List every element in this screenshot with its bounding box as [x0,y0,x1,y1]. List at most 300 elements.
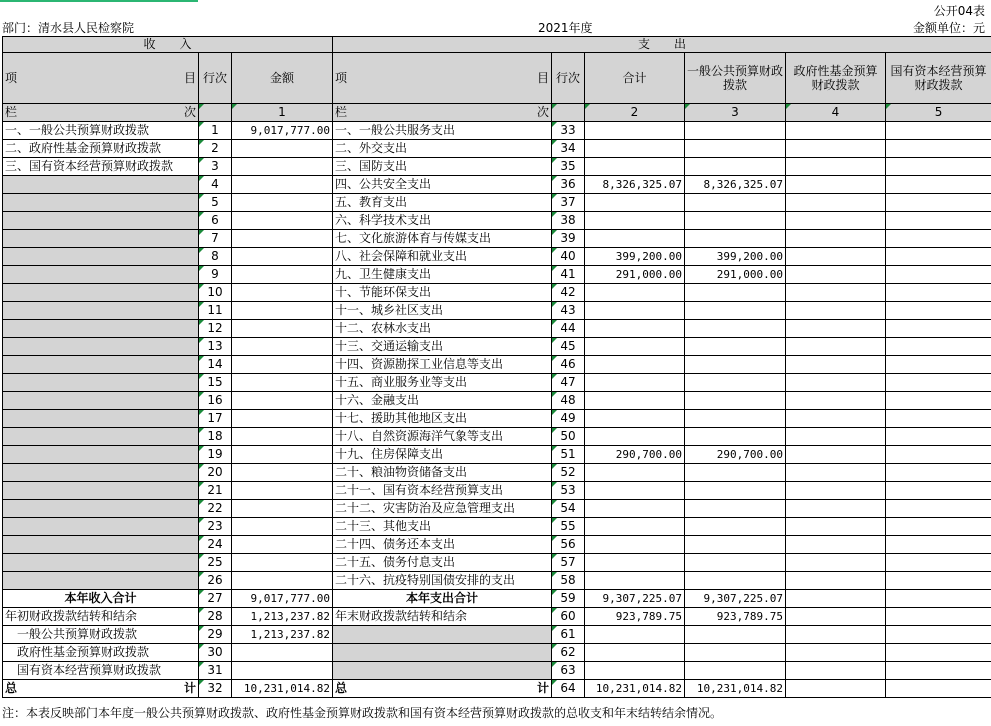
income-row-no[interactable]: 13 [199,338,232,356]
expense-item[interactable]: 一、一般公共服务支出 [333,122,552,140]
expense-item[interactable]: 十二、农林水支出 [333,320,552,338]
income-row-no[interactable]: 7 [199,230,232,248]
income-amount[interactable] [232,464,333,482]
expense-total[interactable] [585,122,685,140]
expense-item[interactable]: 十三、交通运输支出 [333,338,552,356]
expense-general[interactable] [685,410,786,428]
expense-fund[interactable] [786,374,886,392]
expense-state[interactable] [886,338,991,356]
expense-state[interactable] [886,518,991,536]
expense-general[interactable] [685,230,786,248]
income-item[interactable] [3,338,199,356]
expense-row-no[interactable]: 41 [552,266,585,284]
expense-general[interactable] [685,464,786,482]
expense-item[interactable]: 十四、资源勘探工业信息等支出 [333,356,552,374]
begin-state-label[interactable]: 国有资本经营预算财政拨款 [3,662,199,680]
department-label: 部门：清水县人民检察院 [2,21,135,35]
income-item[interactable]: 一、一般公共预算财政拨款 [3,122,199,140]
expense-item[interactable]: 八、社会保障和就业支出 [333,248,552,266]
income-amount[interactable]: 9,017,777.00 [232,122,333,140]
expense-fund[interactable] [786,122,886,140]
income-amount[interactable] [232,482,333,500]
expense-row-no[interactable]: 49 [552,410,585,428]
expense-row-no[interactable]: 40 [552,248,585,266]
begin-state-row-no[interactable]: 31 [199,662,232,680]
expense-general[interactable] [685,572,786,590]
expense-item[interactable]: 十八、自然资源海洋气象等支出 [333,428,552,446]
income-amount[interactable] [232,446,333,464]
expense-fund[interactable] [786,212,886,230]
income-row-no[interactable]: 9 [199,266,232,284]
expense-grand-row-no[interactable]: 64 [552,680,585,698]
expense-total[interactable]: 399,200.00 [585,248,685,266]
begin-state-amount[interactable] [232,662,333,680]
expense-total-general[interactable]: 9,307,225.07 [685,590,786,608]
expense-fund[interactable] [786,266,886,284]
expense-total[interactable]: 290,700.00 [585,446,685,464]
expense-state[interactable] [886,158,991,176]
income-amount[interactable] [232,554,333,572]
table-row [3,482,991,500]
expense-state[interactable] [886,536,991,554]
income-item[interactable] [3,212,199,230]
income-amount[interactable] [232,572,333,590]
expense-fund[interactable] [786,554,886,572]
begin-fund-amount[interactable] [232,644,333,662]
expense-fund[interactable] [786,536,886,554]
expense-general[interactable] [685,338,786,356]
col-index-3: 3 [685,104,786,122]
expense-total[interactable] [585,518,685,536]
expense-state[interactable] [886,284,991,302]
income-amount[interactable] [232,284,333,302]
begin-balance-row-no[interactable]: 28 [199,608,232,626]
expense-row-no[interactable]: 46 [552,356,585,374]
income-item[interactable] [3,464,199,482]
expense-row-no[interactable]: 47 [552,374,585,392]
blank-62-fund[interactable] [786,644,886,662]
income-item[interactable]: 二、政府性基金预算财政拨款 [3,140,199,158]
income-amount[interactable] [232,410,333,428]
income-item[interactable] [3,410,199,428]
expense-total[interactable] [585,374,685,392]
blank-item-62[interactable] [333,644,552,662]
expense-state[interactable] [886,482,991,500]
expense-state[interactable] [886,194,991,212]
expense-total[interactable] [585,464,685,482]
income-row-no[interactable]: 6 [199,212,232,230]
expense-general[interactable]: 399,200.00 [685,248,786,266]
income-item[interactable] [3,356,199,374]
expense-total[interactable] [585,140,685,158]
expense-general[interactable] [685,158,786,176]
income-row-no[interactable]: 26 [199,572,232,590]
expense-general[interactable] [685,518,786,536]
expense-total[interactable] [585,410,685,428]
blank-63-general[interactable] [685,662,786,680]
expense-total[interactable] [585,338,685,356]
expense-fund[interactable] [786,176,886,194]
expense-item[interactable]: 十、节能环保支出 [333,284,552,302]
expense-item[interactable]: 三、国防支出 [333,158,552,176]
expense-item[interactable]: 十九、住房保障支出 [333,446,552,464]
income-amount[interactable] [232,212,333,230]
expense-state[interactable] [886,446,991,464]
income-row-no[interactable]: 12 [199,320,232,338]
blank-62-total[interactable] [585,644,685,662]
begin-general-row-no[interactable]: 29 [199,626,232,644]
blank-62-state[interactable] [886,644,991,662]
expense-state[interactable] [886,230,991,248]
expense-row-no[interactable]: 45 [552,338,585,356]
expense-fund[interactable] [786,410,886,428]
income-row-no[interactable]: 16 [199,392,232,410]
income-amount[interactable] [232,230,333,248]
income-row-no[interactable]: 18 [199,428,232,446]
expense-general[interactable] [685,392,786,410]
income-item[interactable] [3,176,199,194]
expense-item[interactable]: 四、公共安全支出 [333,176,552,194]
income-row-no[interactable]: 19 [199,446,232,464]
row-no-61[interactable]: 61 [552,626,585,644]
expense-state[interactable] [886,176,991,194]
expense-row-no[interactable]: 52 [552,464,585,482]
blank-61-state[interactable] [886,626,991,644]
expense-fund[interactable] [786,356,886,374]
income-row-no[interactable]: 1 [199,122,232,140]
expense-fund[interactable] [786,482,886,500]
income-grand-amount[interactable]: 10,231,014.82 [232,680,333,698]
expense-fund[interactable] [786,194,886,212]
income-item[interactable]: 三、国有资本经营预算财政拨款 [3,158,199,176]
blank-item-63[interactable] [333,662,552,680]
income-amount[interactable] [232,320,333,338]
end-balance-general[interactable]: 923,789.75 [685,608,786,626]
income-row-no[interactable]: 21 [199,482,232,500]
blank-61-fund[interactable] [786,626,886,644]
expense-state[interactable] [886,122,991,140]
expense-general[interactable] [685,320,786,338]
expense-fund[interactable] [786,446,886,464]
expense-general[interactable] [685,194,786,212]
end-balance-fund[interactable] [786,608,886,626]
expense-total[interactable] [585,392,685,410]
expense-item[interactable]: 二、外交支出 [333,140,552,158]
begin-balance-label[interactable]: 年初财政拨款结转和结余 [3,608,199,626]
expense-total[interactable] [585,572,685,590]
income-item[interactable] [3,230,199,248]
income-row-no[interactable]: 4 [199,176,232,194]
blank-63-fund[interactable] [786,662,886,680]
income-total-label[interactable]: 本年收入合计 [3,590,199,608]
expense-fund[interactable] [786,392,886,410]
income-item[interactable] [3,248,199,266]
expense-general[interactable] [685,374,786,392]
row-no-62[interactable]: 62 [552,644,585,662]
income-amount[interactable] [232,176,333,194]
expense-item[interactable]: 二十四、债务还本支出 [333,536,552,554]
expense-total[interactable] [585,500,685,518]
expense-state[interactable] [886,464,991,482]
income-amount[interactable] [232,518,333,536]
expense-fund[interactable] [786,572,886,590]
expense-total-label[interactable]: 本年支出合计 [333,590,552,608]
income-amount[interactable] [232,158,333,176]
blank-61-general[interactable] [685,626,786,644]
expense-fund[interactable] [786,518,886,536]
income-item[interactable] [3,392,199,410]
expense-row-no[interactable]: 55 [552,518,585,536]
begin-general-amount[interactable]: 1,213,237.82 [232,626,333,644]
income-amount[interactable] [232,374,333,392]
income-row-no[interactable]: 24 [199,536,232,554]
income-item[interactable] [3,428,199,446]
expense-state[interactable] [886,500,991,518]
expense-row-no[interactable]: 58 [552,572,585,590]
expense-fund[interactable] [786,428,886,446]
form-code: 公开04表 [933,4,985,18]
expense-row-no[interactable]: 33 [552,122,585,140]
income-item[interactable] [3,446,199,464]
income-item[interactable] [3,320,199,338]
selection-indicator [0,0,198,2]
blank-61-total[interactable] [585,626,685,644]
income-amount[interactable] [232,500,333,518]
expense-total[interactable] [585,356,685,374]
expense-item[interactable]: 二十二、灾害防治及应急管理支出 [333,500,552,518]
expense-state[interactable] [886,428,991,446]
expense-state[interactable] [886,392,991,410]
income-row-no[interactable]: 2 [199,140,232,158]
end-balance-state[interactable] [886,608,991,626]
income-amount[interactable] [232,140,333,158]
income-item[interactable] [3,554,199,572]
expense-total[interactable] [585,230,685,248]
expense-row-no[interactable]: 42 [552,284,585,302]
blank-62-general[interactable] [685,644,786,662]
table-row [3,266,991,284]
begin-fund-label[interactable]: 政府性基金预算财政拨款 [3,644,199,662]
expense-state[interactable] [886,554,991,572]
expense-row-no[interactable]: 43 [552,302,585,320]
income-item[interactable] [3,284,199,302]
expense-fund[interactable] [786,500,886,518]
expense-grand-total[interactable]: 10,231,014.82 [585,680,685,698]
income-item[interactable] [3,374,199,392]
expense-item[interactable]: 二十三、其他支出 [333,518,552,536]
income-amount[interactable] [232,536,333,554]
expense-item[interactable]: 二十一、国有资本经营预算支出 [333,482,552,500]
income-amount[interactable] [232,266,333,284]
expense-row-no[interactable]: 36 [552,176,585,194]
expense-general[interactable] [685,356,786,374]
income-item[interactable] [3,194,199,212]
expense-general[interactable] [685,428,786,446]
expense-fund[interactable] [786,248,886,266]
expense-general[interactable] [685,482,786,500]
income-row-no[interactable]: 20 [199,464,232,482]
expense-general[interactable]: 291,000.00 [685,266,786,284]
expense-state[interactable] [886,374,991,392]
table-row [3,248,991,266]
income-row-no[interactable]: 22 [199,500,232,518]
expense-general[interactable] [685,500,786,518]
income-amount[interactable] [232,392,333,410]
income-row-no[interactable]: 3 [199,158,232,176]
row-no-63[interactable]: 63 [552,662,585,680]
income-row-no[interactable]: 5 [199,194,232,212]
expense-row-no[interactable]: 53 [552,482,585,500]
expense-total[interactable]: 291,000.00 [585,266,685,284]
income-total-amount[interactable]: 9,017,777.00 [232,590,333,608]
expense-total[interactable] [585,428,685,446]
expense-row-no[interactable]: 51 [552,446,585,464]
expense-total[interactable] [585,482,685,500]
expense-item[interactable]: 六、科学技术支出 [333,212,552,230]
expense-general[interactable]: 290,700.00 [685,446,786,464]
expense-item[interactable]: 十七、援助其他地区支出 [333,410,552,428]
expense-row-no[interactable]: 38 [552,212,585,230]
income-row-no[interactable]: 10 [199,284,232,302]
expense-total-state[interactable] [886,590,991,608]
expense-state[interactable] [886,248,991,266]
expense-total[interactable] [585,194,685,212]
expense-item[interactable]: 十五、商业服务业等支出 [333,374,552,392]
exp-row-no-header: 行次 [552,53,585,104]
expense-grand-state[interactable] [886,680,991,698]
expense-item[interactable]: 二十、粮油物资储备支出 [333,464,552,482]
expense-item[interactable]: 五、教育支出 [333,194,552,212]
expense-row-no[interactable]: 50 [552,428,585,446]
expense-grand-fund[interactable] [786,680,886,698]
expense-fund[interactable] [786,284,886,302]
expense-row-no[interactable]: 54 [552,500,585,518]
expense-grand-general[interactable]: 10,231,014.82 [685,680,786,698]
begin-general-label[interactable]: 一般公共预算财政拨款 [3,626,199,644]
income-grand-row-no[interactable]: 32 [199,680,232,698]
expense-item[interactable]: 七、文化旅游体育与传媒支出 [333,230,552,248]
end-balance-label[interactable]: 年末财政拨款结转和结余 [333,608,552,626]
income-item[interactable] [3,518,199,536]
expense-general[interactable] [685,140,786,158]
expense-fund[interactable] [786,320,886,338]
income-row-no[interactable]: 17 [199,410,232,428]
expense-total[interactable] [585,212,685,230]
income-item[interactable] [3,302,199,320]
begin-balance-amount[interactable]: 1,213,237.82 [232,608,333,626]
income-row-no[interactable]: 23 [199,518,232,536]
expense-item[interactable]: 二十五、债务付息支出 [333,554,552,572]
blank-item-61[interactable] [333,626,552,644]
blank-63-state[interactable] [886,662,991,680]
expense-fund[interactable] [786,464,886,482]
expense-total[interactable] [585,302,685,320]
expense-general[interactable] [685,302,786,320]
expense-row-no[interactable]: 57 [552,554,585,572]
income-total-row-no[interactable]: 27 [199,590,232,608]
income-amount[interactable] [232,194,333,212]
expense-state[interactable] [886,572,991,590]
expense-row-no[interactable]: 48 [552,392,585,410]
income-row-no[interactable]: 25 [199,554,232,572]
expense-general[interactable] [685,536,786,554]
expense-state[interactable] [886,302,991,320]
income-amount[interactable] [232,428,333,446]
income-amount[interactable] [232,248,333,266]
expense-item[interactable]: 十六、金融支出 [333,392,552,410]
expense-item[interactable]: 九、卫生健康支出 [333,266,552,284]
income-row-no[interactable]: 8 [199,248,232,266]
income-item[interactable] [3,266,199,284]
expense-total[interactable]: 8,326,325.07 [585,176,685,194]
income-row-no[interactable]: 11 [199,302,232,320]
expense-item[interactable]: 十一、城乡社区支出 [333,302,552,320]
expense-row-no[interactable]: 44 [552,320,585,338]
end-balance-total[interactable]: 923,789.75 [585,608,685,626]
expense-total[interactable] [585,536,685,554]
expense-state[interactable] [886,320,991,338]
blank-63-total[interactable] [585,662,685,680]
table-row [3,392,991,410]
expense-general[interactable] [685,122,786,140]
expense-fund[interactable] [786,338,886,356]
income-amount[interactable] [232,356,333,374]
expense-grand-total-label[interactable]: 总 计 [333,680,552,698]
expense-fund[interactable] [786,140,886,158]
income-item[interactable] [3,572,199,590]
income-amount[interactable] [232,302,333,320]
expense-fund[interactable] [786,302,886,320]
income-item[interactable] [3,482,199,500]
expense-state[interactable] [886,266,991,284]
income-row-no[interactable]: 14 [199,356,232,374]
expense-total[interactable] [585,158,685,176]
expense-total[interactable] [585,320,685,338]
expense-general[interactable] [685,554,786,572]
column-index-row [3,104,991,122]
expense-total-fund[interactable] [786,590,886,608]
expense-fund[interactable] [786,158,886,176]
expense-total-row-no[interactable]: 59 [552,590,585,608]
expense-general[interactable] [685,212,786,230]
expense-total-amount[interactable]: 9,307,225.07 [585,590,685,608]
income-amount[interactable] [232,338,333,356]
expense-row-no[interactable]: 39 [552,230,585,248]
expense-item[interactable]: 二十六、抗疫特别国债安排的支出 [333,572,552,590]
expense-fund[interactable] [786,230,886,248]
table-row [3,302,991,320]
expense-total[interactable] [585,284,685,302]
expense-general[interactable]: 8,326,325.07 [685,176,786,194]
expense-state[interactable] [886,356,991,374]
income-grand-total-label[interactable]: 总 计 [3,680,199,698]
income-row-no[interactable]: 15 [199,374,232,392]
expense-state[interactable] [886,410,991,428]
expense-row-no[interactable]: 35 [552,158,585,176]
expense-row-no[interactable]: 34 [552,140,585,158]
expense-general[interactable] [685,284,786,302]
begin-fund-row-no[interactable]: 30 [199,644,232,662]
income-item[interactable] [3,500,199,518]
expense-total[interactable] [585,554,685,572]
expense-state[interactable] [886,140,991,158]
income-item[interactable] [3,536,199,554]
expense-row-no[interactable]: 37 [552,194,585,212]
table-row [3,500,991,518]
expense-state[interactable] [886,212,991,230]
end-balance-row-no[interactable]: 60 [552,608,585,626]
expense-row-no[interactable]: 56 [552,536,585,554]
